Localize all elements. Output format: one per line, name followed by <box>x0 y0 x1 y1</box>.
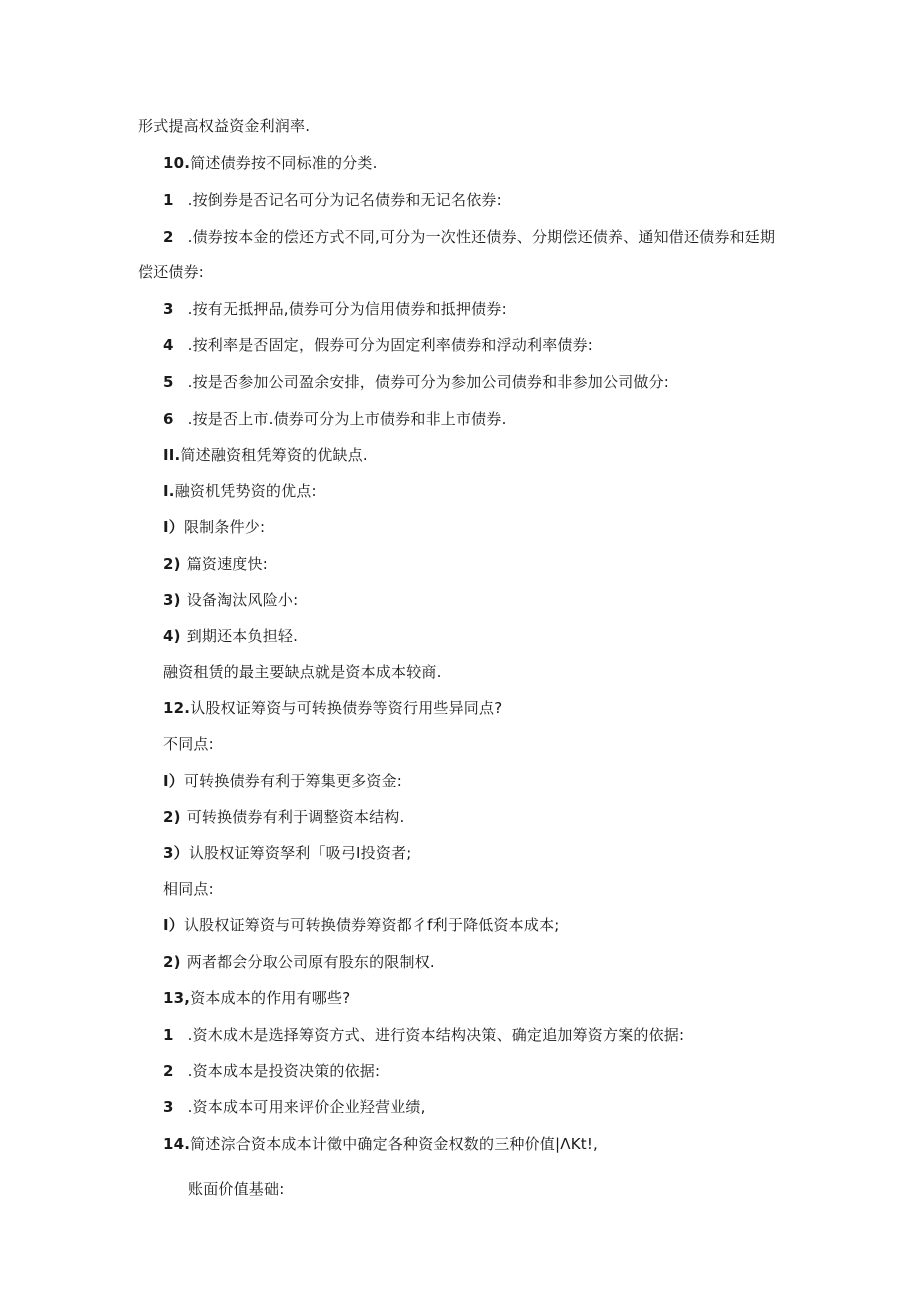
list-item <box>163 190 502 210</box>
question-text: 简述债券按不同标准的分类. <box>190 154 378 172</box>
question-heading-12 <box>163 698 502 718</box>
question-number: 10. <box>163 154 191 172</box>
question-number: II. <box>163 446 181 464</box>
line-text: 融资租赁的最主要缺点就是资本成本较商. <box>163 663 442 681</box>
list-item <box>163 335 593 355</box>
question-text: 简述淙合资本成本计徵中确定各种资金权数的三种价值|ΛKt!, <box>190 1135 599 1153</box>
list-text: 可转换债券有利于调整资本结构. <box>186 808 405 826</box>
question-heading-13 <box>163 988 350 1008</box>
list-item <box>163 1025 684 1045</box>
list-number: 5 <box>163 373 174 391</box>
list-text: .按倒券是否记名可分为记名债券和无记名依券: <box>187 191 502 209</box>
subsection-text: 相同点: <box>163 880 214 898</box>
list-number: I） <box>163 518 184 536</box>
section-number: I. <box>163 482 175 500</box>
list-item <box>163 843 412 863</box>
list-text: .资本成本可用来评价企业羟营业绩, <box>187 1098 426 1116</box>
text-line-continued <box>138 262 204 282</box>
line-text: 偿还债券: <box>138 263 205 281</box>
list-number: 3) <box>163 591 181 609</box>
list-text: 两者都会分取公司原有股东的限制权. <box>186 953 435 971</box>
list-number: 3 <box>163 1098 174 1116</box>
list-item <box>163 915 560 935</box>
text-line <box>163 662 442 682</box>
list-number: 2) <box>163 953 181 971</box>
list-number: 3 <box>163 300 174 318</box>
line-text: 形式提高权益资金利润率. <box>138 117 311 135</box>
list-number: 2) <box>163 808 181 826</box>
list-number: 1 <box>163 191 174 209</box>
list-item <box>163 372 669 392</box>
list-item <box>163 517 265 537</box>
list-text: 限制条件少: <box>183 518 266 536</box>
list-text: .按是否上市.债券可分为上市债券和非上市债券. <box>187 410 507 428</box>
list-number: I） <box>163 916 184 934</box>
list-item <box>163 590 298 610</box>
list-number: 2) <box>163 555 181 573</box>
list-item <box>163 807 404 827</box>
list-item <box>163 1097 426 1117</box>
list-number: 4) <box>163 627 181 645</box>
question-heading-14 <box>163 1134 598 1154</box>
section-heading <box>163 481 317 501</box>
list-number: I） <box>163 772 184 790</box>
question-heading-10 <box>163 153 378 173</box>
list-text: 认股权证筹资与可转换债券筹资都彳f利于降低资本成本; <box>183 916 560 934</box>
list-number: 3） <box>163 844 189 862</box>
question-text: 简述融资租凭筹资的优缺点. <box>180 446 368 464</box>
list-item <box>163 626 298 646</box>
list-item <box>163 409 507 429</box>
list-text: .按是否参加公司盈余安排，债券可分为参加公司债券和非参加公司做分: <box>187 373 670 391</box>
list-number: 2 <box>163 1062 174 1080</box>
list-text: 篇资速度快: <box>186 555 268 573</box>
list-text: .按利率是否固定，假券可分为固定利率债券和浮动利率债券: <box>187 336 594 354</box>
list-item <box>163 227 775 247</box>
list-text: 可转换债券有利于筹集更多资金: <box>183 772 403 790</box>
question-text: 资本成本的作用有哪些? <box>190 989 351 1007</box>
list-item <box>163 299 507 319</box>
list-item <box>163 952 435 972</box>
list-item <box>163 771 402 791</box>
list-text: .按有无抵押品,债券可分为信用债券和抵押债券: <box>187 300 507 318</box>
subsection-text: 不同点: <box>163 735 214 753</box>
question-number: 12. <box>163 699 191 717</box>
list-text: 设备淘汰风险小: <box>186 591 299 609</box>
list-item <box>163 554 268 574</box>
question-heading-11 <box>163 445 368 465</box>
question-text: 认股权证筹资与可转换债券等资行用些异同点? <box>190 699 503 717</box>
list-item <box>163 1061 380 1081</box>
list-number: 1 <box>163 1026 174 1044</box>
subsection-label <box>163 879 214 899</box>
list-text: .资本成本是投资决策的依据: <box>187 1062 381 1080</box>
text-line <box>138 116 310 136</box>
list-text: .资木成木是选择筹资方式、进行资本结构决策、确定追加筹资方案的依据: <box>187 1026 685 1044</box>
list-number: 6 <box>163 410 174 428</box>
section-text: 融资机凭势资的优点: <box>174 482 317 500</box>
list-text: 认股权证筹资孥利「吸弓I投资者; <box>188 844 412 862</box>
subsection-label <box>188 1179 284 1199</box>
list-text: .债券按本金的偿还方式不同,可分为一次性还债券、分期偿还债养、通知借还债券和廷期 <box>187 228 776 246</box>
subsection-label <box>163 734 214 754</box>
list-number: 2 <box>163 228 174 246</box>
question-number: 13, <box>163 989 191 1007</box>
subsection-text: 账面价值基础: <box>188 1180 285 1198</box>
question-number: 14. <box>163 1135 191 1153</box>
list-number: 4 <box>163 336 174 354</box>
list-text: 到期还本负担轻. <box>186 627 299 645</box>
